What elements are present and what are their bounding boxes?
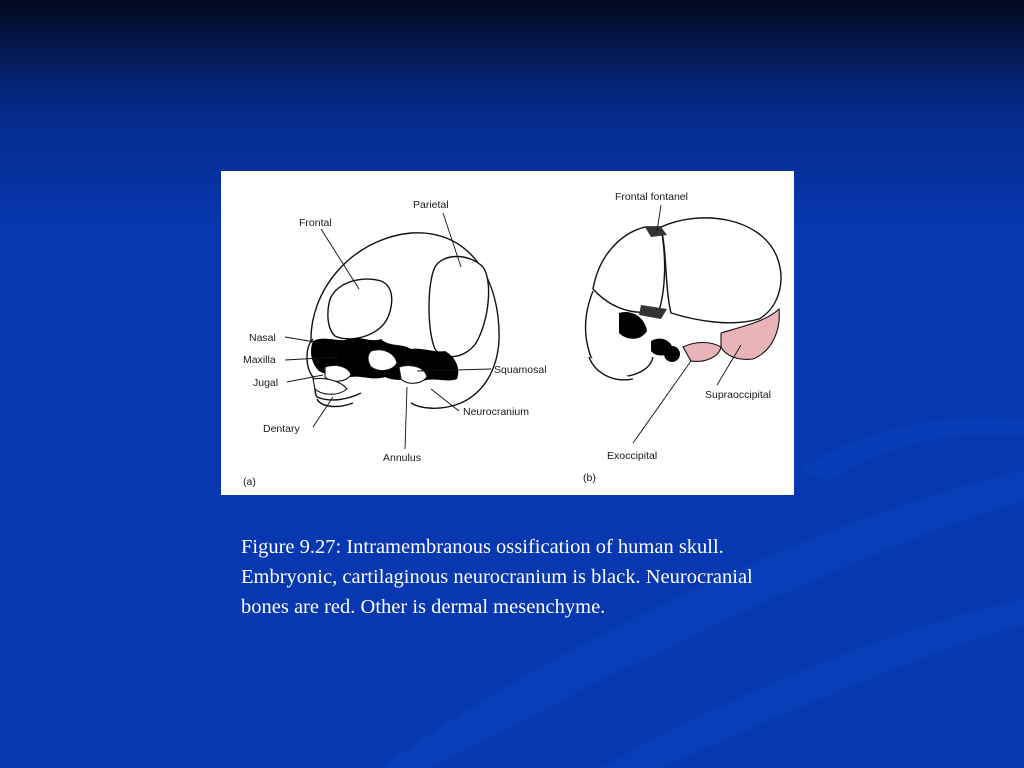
label-dentary: Dentary bbox=[263, 423, 300, 435]
label-maxilla: Maxilla bbox=[243, 354, 276, 366]
panel-b-label: (b) bbox=[583, 472, 596, 484]
label-neurocranium: Neurocranium bbox=[463, 406, 529, 418]
skull-diagram bbox=[221, 171, 794, 495]
label-exoccipital: Exoccipital bbox=[607, 450, 658, 462]
skull-figure bbox=[221, 171, 794, 495]
panel-a-label: (a) bbox=[243, 476, 256, 488]
label-frontal: Frontal bbox=[299, 217, 332, 229]
label-squamosal: Squamosal bbox=[494, 364, 547, 376]
figure-caption: Figure 9.27: Intramembranous ossification of human skull. Embryonic, cartilaginous neurocranium is black. Neurocranial bones are red. Other is dermal mesenchyme. bbox=[241, 536, 753, 618]
label-jugal: Jugal bbox=[253, 377, 279, 389]
label-parietal: Parietal bbox=[413, 199, 449, 211]
label-annulus: Annulus bbox=[383, 452, 421, 464]
label-supraoccipital: Supraoccipital bbox=[705, 389, 771, 401]
label-nasal: Nasal bbox=[249, 332, 276, 344]
label-frontal-fontanel: Frontal fontanel bbox=[615, 191, 688, 203]
